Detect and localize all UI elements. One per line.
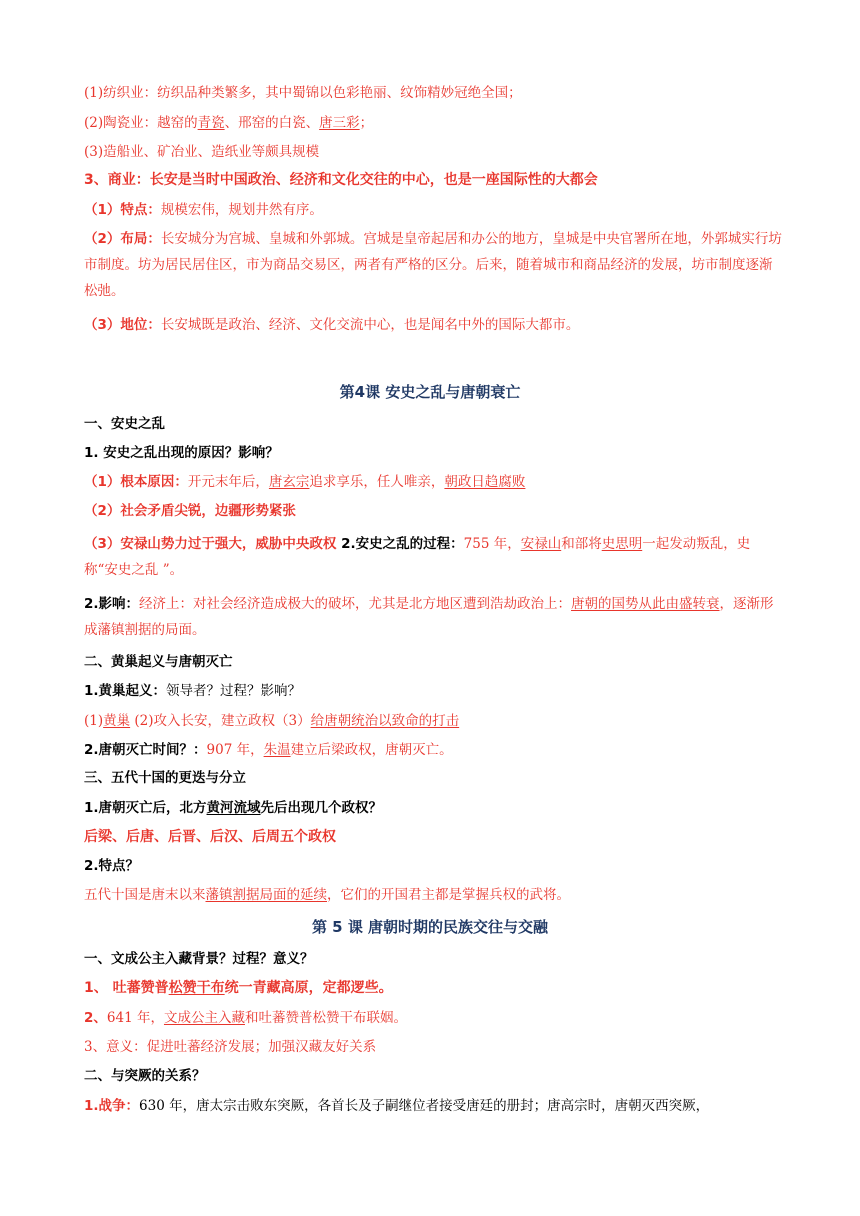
process-shisiming: 史思明 [601,536,643,552]
huangchao-blow: 给唐朝统治以致命的打击 [310,713,460,729]
line-wencheng [84,1008,784,1028]
ceramics-tangsancai: 唐三彩 [319,115,360,131]
lesson5-title: 第 5 课 唐朝时期的民族交往与交融 [311,918,549,936]
process-anlushan: 安禄山 [520,536,562,552]
root-cause-corruption: 朝政日趋腐败 [444,474,526,490]
lesson4-q1: 1. 安史之乱出现的原因？影响？ [84,445,279,461]
huangchao-label: 1.黄巢起义： [84,683,167,699]
para-layout [84,226,784,304]
influence-t1: 经济上：对社会经济造成极大的破坏，尤其是北方地区遭到浩劫政治上： [139,596,572,612]
line-shipbuilding: (3)造船业、矿冶业、造纸业等颇具规模 [84,144,320,160]
line-north-q [84,798,784,818]
layout-text: 长安城分为宫城、皇城和外郭城。宫城是皇帝起居和办公的地方，皇城是中央官署所在地，外郭城实行坊市制度。坊为居民居住区，市为商品交易区，两者有严格的区分。后来，随着城市和商品经济的发展，坊市制度逐渐松弛。 [84,231,782,299]
influence-t2: ，逐渐形成藩镇割据的局面。 [84,596,774,638]
line-huangchao-a [84,711,784,731]
root-cause-xuanzong: 唐玄宗 [268,474,310,490]
lesson5-sec1: 一、文成公主入藏背景？过程？意义？ [84,951,314,967]
lesson4-title: 第4课 安史之乱与唐朝衰亡 [339,383,521,401]
tang-fall-year: 907 年， [206,742,264,758]
line-status [84,315,784,335]
root-cause-label: （1）根本原因： [84,474,188,490]
north-yellow-river: 黄河流域 [206,800,261,816]
lesson4-sec1: 一、安史之乱 [84,416,165,432]
huangchao-a2: (2)攻入长安，建立政权（3） [130,713,311,729]
feature-a1: 五代十国是唐末以来 [84,887,206,903]
line-tang-fall [84,740,784,760]
war-label: 1.战争： [84,1098,140,1114]
line-five-dynasties: 后梁、后唐、后晋、后汉、后周五个政权 [84,829,336,845]
line-tubo [84,978,784,998]
ceramics-celadon: 青瓷 [197,115,225,131]
ceramics-label: (2)陶瓷业：越窑的 [84,115,198,131]
tubo-zanpu: 吐蕃赞普 [112,980,169,996]
tubo-unify: 统一青藏高原，定都逻些。 [224,980,393,996]
wencheng-num: 2、 [84,1010,107,1026]
line-significance: 3、意义：促进吐蕃经济发展；加强汉藏友好关系 [84,1039,377,1055]
north-q1: 1.唐朝灭亡后，北方 [84,800,207,816]
line-textile: (1)纺织业：纺织品种类繁多，其中蜀锦以色彩艳丽、纹饰精妙冠绝全国； [84,85,522,101]
line-social-conflict: （2）社会矛盾尖锐，边疆形势紧张 [84,503,296,519]
north-q2: 先后出现几个政权？ [260,800,383,816]
line-huangchao-q [84,681,784,701]
layout-label: （2）布局： [84,231,161,247]
line-war [84,1096,784,1116]
line-feature-a [84,885,784,905]
tubo-songzan: 松赞干布 [168,980,225,996]
wencheng-entry: 文成公主入藏 [163,1010,245,1026]
tubo-num: 1、 [84,980,113,996]
tang-fall-zhuwen: 朱温 [263,742,291,758]
feature-label: （1）特点： [84,202,161,218]
influence-label: 2.影响： [84,596,140,612]
status-text: 长安城既是政治、经济、文化交流中心，也是闻名中外的国际大都市。 [160,317,580,333]
process-year: 755 年， [463,536,521,552]
root-cause-t1: 开元末年后， [187,474,269,490]
ceramics-mid: 、邢窑的白瓷、 [224,115,320,131]
para-anlushan [84,531,784,583]
tang-fall-label: 2.唐朝灭亡时间？： [84,742,207,758]
lesson5-sec2: 二、与突厥的关系？ [84,1068,206,1084]
root-cause-t2: 追求享乐，任人唯亲， [309,474,445,490]
status-label: （3）地位： [84,317,161,333]
feature-text: 规模宏伟，规划井然有序。 [160,202,323,218]
lesson4-sec3: 三、五代十国的更迭与分立 [84,770,246,786]
feature-a-continuation: 藩镇割据局面的延续 [205,887,327,903]
influence-decline: 唐朝的国势从此由盛转衰 [571,596,720,612]
huangchao-name: 黄巢 [103,713,131,729]
wencheng-marriage: 和吐蕃赞普松赞干布联姻。 [244,1010,407,1026]
heading-commerce: 3、商业：长安是当时中国政治、经济和文化交往的中心，也是一座国际性的大都会 [84,172,598,188]
process-label: 2.安史之乱的过程： [336,536,464,552]
huangchao-q: 领导者？过程？影响？ [166,683,302,699]
tang-fall-t: 建立后梁政权，唐朝灭亡。 [290,742,453,758]
feature-a2: ，它们的开国君主都是掌握兵权的武将。 [327,887,570,903]
wencheng-year: 641 年， [106,1010,164,1026]
line-ceramics [84,113,784,133]
line-feature-q: 2.特点？ [84,858,140,874]
anlushan-power: （3）安禄山势力过于强大，威胁中央政权 [84,536,337,552]
line-feature [84,200,784,220]
huangchao-a1: (1) [84,713,104,729]
war-text: 630 年，唐太宗击败东突厥，各首长及子嗣继位者接受唐廷的册封；唐高宗时，唐朝灭西突厥， [139,1098,710,1114]
lesson4-sec2: 二、黄巢起义与唐朝灭亡 [84,654,233,670]
para-influence [84,591,784,643]
process-t2: 一起发动叛乱，史称“安史之乱 ”。 [84,536,751,578]
process-t1: 和部将 [561,536,602,552]
ceramics-end: ； [359,115,374,131]
line-root-cause [84,472,784,492]
